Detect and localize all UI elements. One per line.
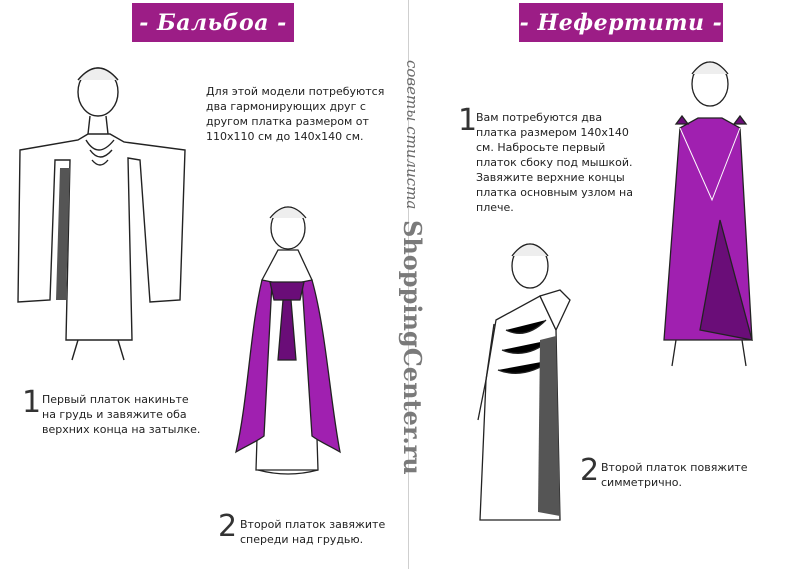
watermark-site: ShoppingCenter.ru [398,220,427,476]
nefertiti-step1-text: Вам потребуются два платка размером 140х140 см. Набросьте первый платок сбоку под мышкой. Завяжите верхние концы платка основным узлом на плече. [476,111,633,214]
title-balboa: - Бальбоа - [132,3,294,42]
balboa-step1-text: Первый платок накиньте на грудь и завяжите оба верхних конца на затылке. [42,393,201,436]
nefertiti-step2-text: Второй платок повяжите симметрично. [601,461,748,489]
balboa-intro: Для этой модели потребуются два гармонирующих друг с другом платка размером от 110х110 см до 140х140 см. [206,85,385,143]
watermark-small: советы стилиста [403,60,421,210]
nefertiti-step2-number: 2 [580,453,600,488]
nefertiti-step1-number: 1 [458,103,478,138]
title-nefertiti: - Нефертити - [519,3,723,42]
balboa-step1-number: 1 [22,385,42,420]
balboa-step2-text: Второй платок завяжите спереди над грудью. [240,518,386,546]
balboa-step2-number: 2 [218,509,238,544]
